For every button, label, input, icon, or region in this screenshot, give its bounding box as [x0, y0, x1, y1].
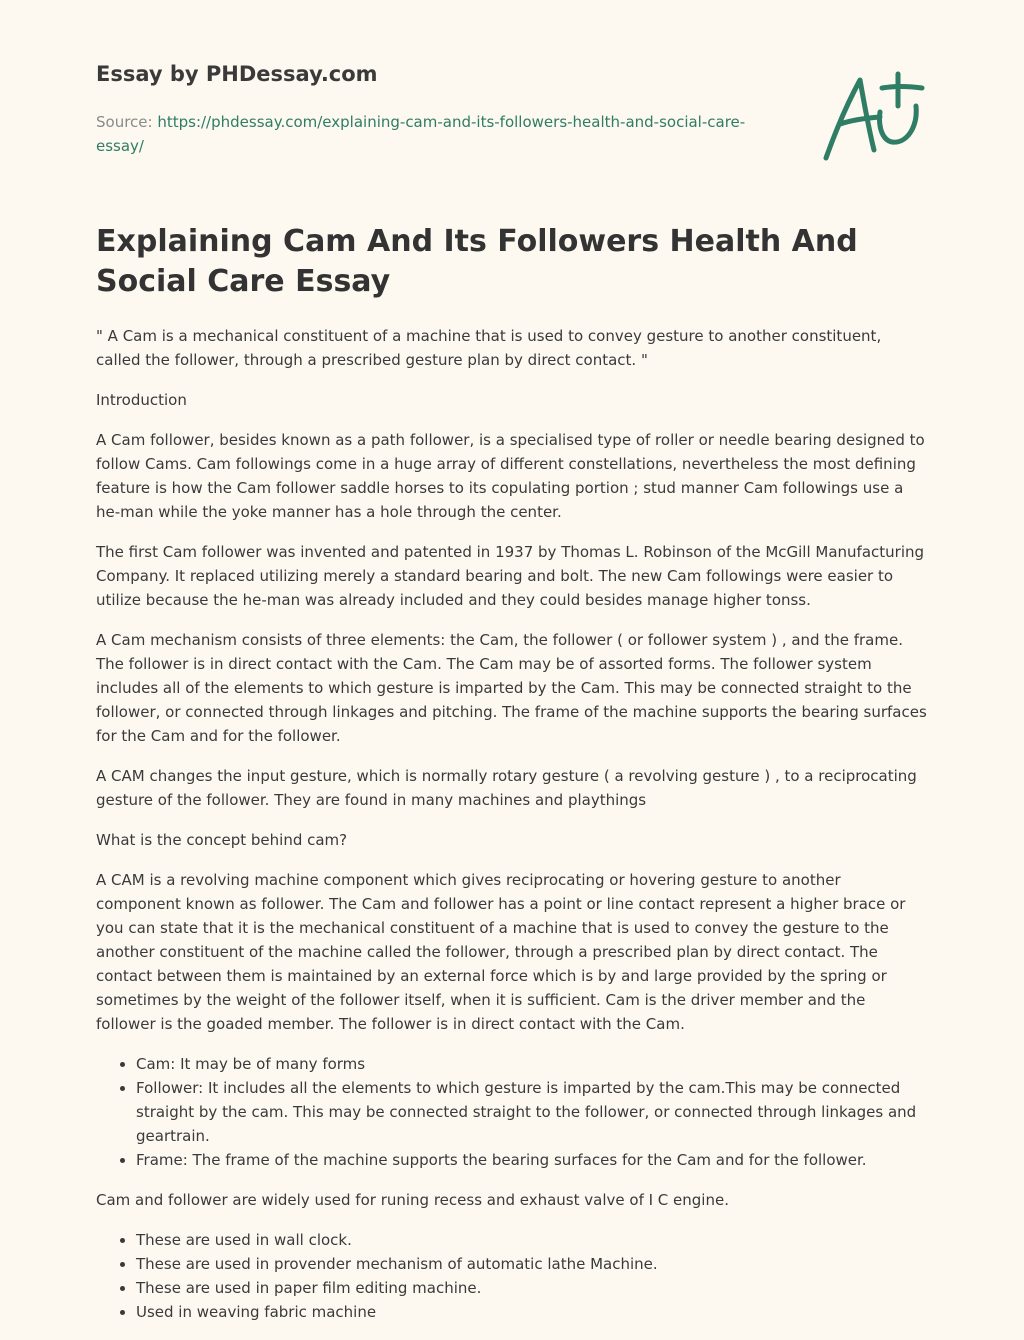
components-list	[96, 1052, 928, 1172]
source-line	[96, 110, 776, 158]
list-item: • Frame: The frame of the machine supports the bearing surfaces for the Cam and for the follower.	[136, 1148, 928, 1172]
list-item: • These are used in provender mechanism of automatic lathe Machine.	[136, 1252, 928, 1276]
list-item: • These are used in wall clock.	[136, 1228, 928, 1252]
a-plus-logo-icon	[822, 66, 926, 164]
essay-title: Explaining Cam And Its Followers Health And Social Care Essay	[96, 224, 858, 299]
paragraph: A CAM is a revolving machine component which gives reciprocating or hovering gesture to another component known as follower. The Cam and follower has a point or line contact represent a higher brace or you can state that it is the mechanical constituent of a machine that is used to convey the gesture to the another constituent of the machine called the follower, through a prescribed plan by direct contact. The contact between them is maintained by an external force which is by and large provided by the spring or sometimes by the weight of the follower itself, when it is sufficient. Cam is the driver member and the follower is the goaded member. The follower is in direct contact with the Cam.	[96, 871, 906, 1033]
uses-list	[96, 1228, 928, 1324]
concept-heading: What is the concept behind cam?	[96, 831, 348, 849]
paragraph: A CAM changes the input gesture, which is normally rotary gesture ( a revolving gesture ) , to a reciprocating gesture of the follower. They are found in many machines and playthings	[96, 767, 917, 809]
essay-body	[96, 324, 928, 1324]
source-label: Source:	[96, 113, 158, 131]
paragraph: A Cam follower, besides known as a path follower, is a specialised type of roller or needle bearing designed to follow Cams. Cam followings come in a huge array of different constellations, nevertheless the most defining feature is how the Cam follower saddle horses to its copulating portion ; stud manner Cam followings use a he-man while the yoke manner has a hole through the center.	[96, 431, 925, 521]
list-item: • Follower: It includes all the elements to which gesture is imparted by the cam.This may be connected straight by the cam. This may be connected straight to the follower, or connected through linkages and geartrain.	[136, 1076, 928, 1148]
paragraph: A Cam mechanism consists of three elements: the Cam, the follower ( or follower system ) , and the frame. The follower is in direct contact with the Cam. The Cam may be of assorted forms. The follower system includes all of the elements to which gesture is imparted by the Cam. This may be connected straight to the follower, or connected through linkages and pitching. The frame of the machine supports the bearing surfaces for the Cam and for the follower.	[96, 631, 927, 745]
opening-quote: " A Cam is a mechanical constituent of a machine that is used to convey gesture to another constituent, called the follower, through a prescribed gesture plan by direct contact. "	[96, 327, 882, 369]
page	[96, 0, 928, 1340]
list-item: • These are used in paper film editing machine.	[136, 1276, 928, 1300]
list-item: • Used in weaving fabric machine	[136, 1300, 928, 1324]
site-title: Essay by PHDessay.com	[96, 62, 378, 86]
paragraph: The first Cam follower was invented and patented in 1937 by Thomas L. Robinson of the McGill Manufacturing Company. It replaced utilizing merely a standard bearing and bolt. The new Cam followings were easier to utilize because the he-man was already included and they could besides manage higher tonss.	[96, 543, 925, 609]
paragraph: Cam and follower are widely used for runing recess and exhaust valve of I C engine.	[96, 1191, 729, 1209]
intro-heading: Introduction	[96, 391, 187, 409]
header	[96, 0, 928, 190]
list-item: • Cam: It may be of many forms	[136, 1052, 928, 1076]
source-link[interactable]: https://phdessay.com/explaining-cam-and-its-followers-health-and-social-care-essay/	[96, 113, 746, 155]
